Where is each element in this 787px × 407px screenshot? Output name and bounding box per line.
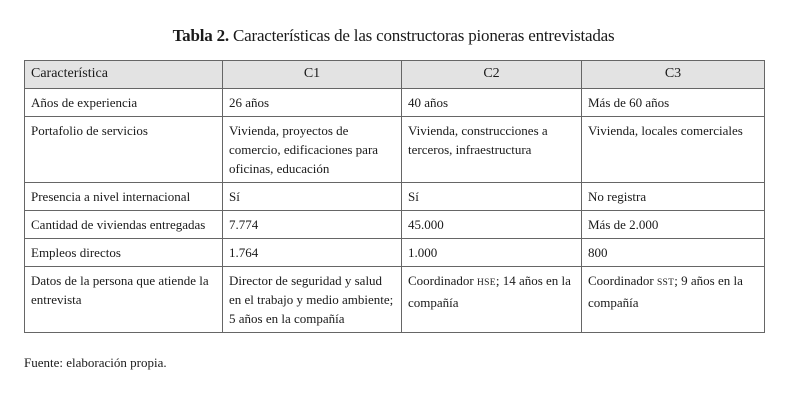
header-c2: C2 (402, 61, 582, 89)
cell-c2: 40 años (402, 89, 582, 117)
cell-c3-suffix: ; 9 años en la compañía (588, 273, 743, 310)
row-label: Presencia a nivel internacional (25, 183, 223, 211)
table-row (25, 211, 765, 239)
header-c3: C3 (582, 61, 765, 89)
table-row (25, 183, 765, 211)
row-label: Portafolio de servicios (25, 117, 223, 183)
cell-c3: Más de 2.000 (582, 211, 765, 239)
cell-c1: Vivienda, proyectos de comercio, edificaciones para oficinas, educación (223, 117, 402, 183)
cell-c2 (402, 267, 582, 333)
cell-c2: Vivienda, construcciones a terceros, infraestructura (402, 117, 582, 183)
cell-c3-abbr: SST (656, 278, 675, 288)
cell-c2-abbr: HSE (476, 278, 496, 288)
cell-c3: Más de 60 años (582, 89, 765, 117)
characteristics-table (24, 60, 765, 333)
cell-c2-suffix: ; 14 años en la compañía (408, 273, 571, 310)
table-row (25, 267, 765, 333)
cell-c3: Vivienda, locales comerciales (582, 117, 765, 183)
cell-c1: Director de seguridad y salud en el trabajo y medio ambiente; 5 años en la compañía (223, 267, 402, 333)
row-label: Cantidad de viviendas entregadas (25, 211, 223, 239)
table-row (25, 89, 765, 117)
cell-c1: 7.774 (223, 211, 402, 239)
cell-c3-prefix: Coordinador (588, 273, 657, 288)
row-label: Años de experiencia (25, 89, 223, 117)
cell-c2-prefix: Coordinador (408, 273, 477, 288)
cell-c2: 1.000 (402, 239, 582, 267)
cell-c2: 45.000 (402, 211, 582, 239)
table-title (0, 26, 787, 46)
table-title-text: Características de las constructoras pioneras entrevistadas (233, 26, 615, 45)
cell-c3: No registra (582, 183, 765, 211)
header-characteristic: Característica (25, 61, 223, 89)
cell-c1: 1.764 (223, 239, 402, 267)
source-note: Fuente: elaboración propia. (24, 355, 167, 370)
cell-c3 (582, 267, 765, 333)
table-header-row (25, 61, 765, 89)
row-label: Empleos directos (25, 239, 223, 267)
table-row (25, 117, 765, 183)
cell-c1: Sí (223, 183, 402, 211)
table-title-label: Tabla 2. (172, 26, 229, 45)
row-label: Datos de la persona que atiende la entrevista (25, 267, 223, 333)
cell-c3: 800 (582, 239, 765, 267)
cell-c2: Sí (402, 183, 582, 211)
header-c1: C1 (223, 61, 402, 89)
table-row (25, 239, 765, 267)
cell-c1: 26 años (223, 89, 402, 117)
